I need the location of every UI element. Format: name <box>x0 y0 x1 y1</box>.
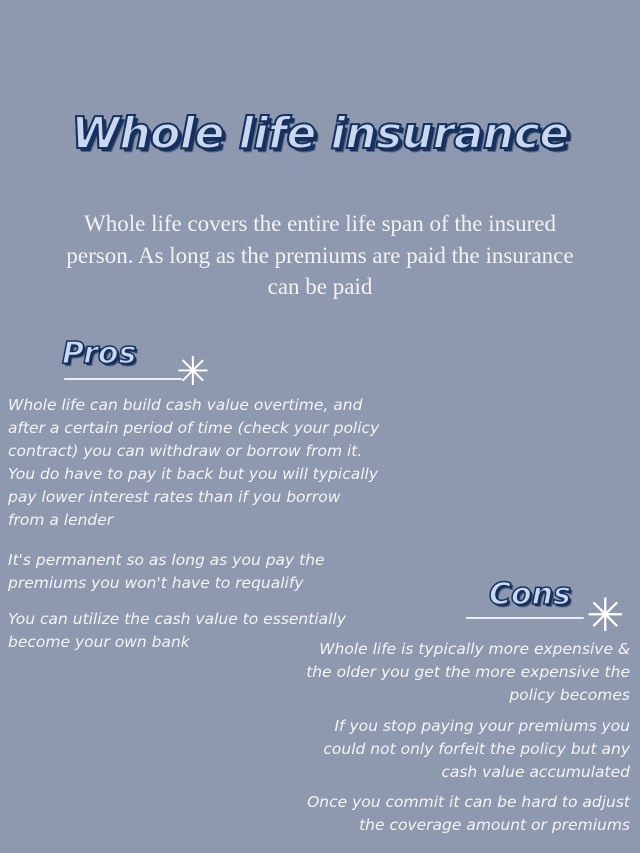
sparkle-icon: ✳ <box>176 349 210 395</box>
pros-heading: Pros <box>62 336 137 371</box>
pros-item-2: It's permanent so as long as you pay the premiums you won't have to requalify <box>8 551 325 592</box>
cons-heading: Cons <box>489 577 571 612</box>
cons-item-3: Once you commit it can be hard to adjust the coverage amount or premiums <box>307 793 630 834</box>
intro-paragraph: Whole life covers the entire life span of the insured person. As long as the premiums are paid the insurance can be paid <box>66 211 574 299</box>
pros-item-3: You can utilize the cash value to essentially become your own bank <box>8 610 346 651</box>
pros-item-1: Whole life can build cash value overtime, and after a certain period of time (check your policy contract) you can withdraw or borrow from it. You do have to pay it back but you will typically pay lower interest rates than if you borrow from a lender <box>8 396 380 529</box>
page-title: Whole life insurance <box>71 108 569 159</box>
sparkle-icon: ✳ <box>586 588 625 642</box>
cons-item-1: Whole life is typically more expensive & the older you get the more expensive the policy becomes <box>306 640 630 704</box>
cons-item-2: If you stop paying your premiums you could not only forfeit the policy but any cash value accumulated <box>323 717 630 781</box>
pros-underline <box>64 378 182 380</box>
cons-underline <box>466 617 584 619</box>
